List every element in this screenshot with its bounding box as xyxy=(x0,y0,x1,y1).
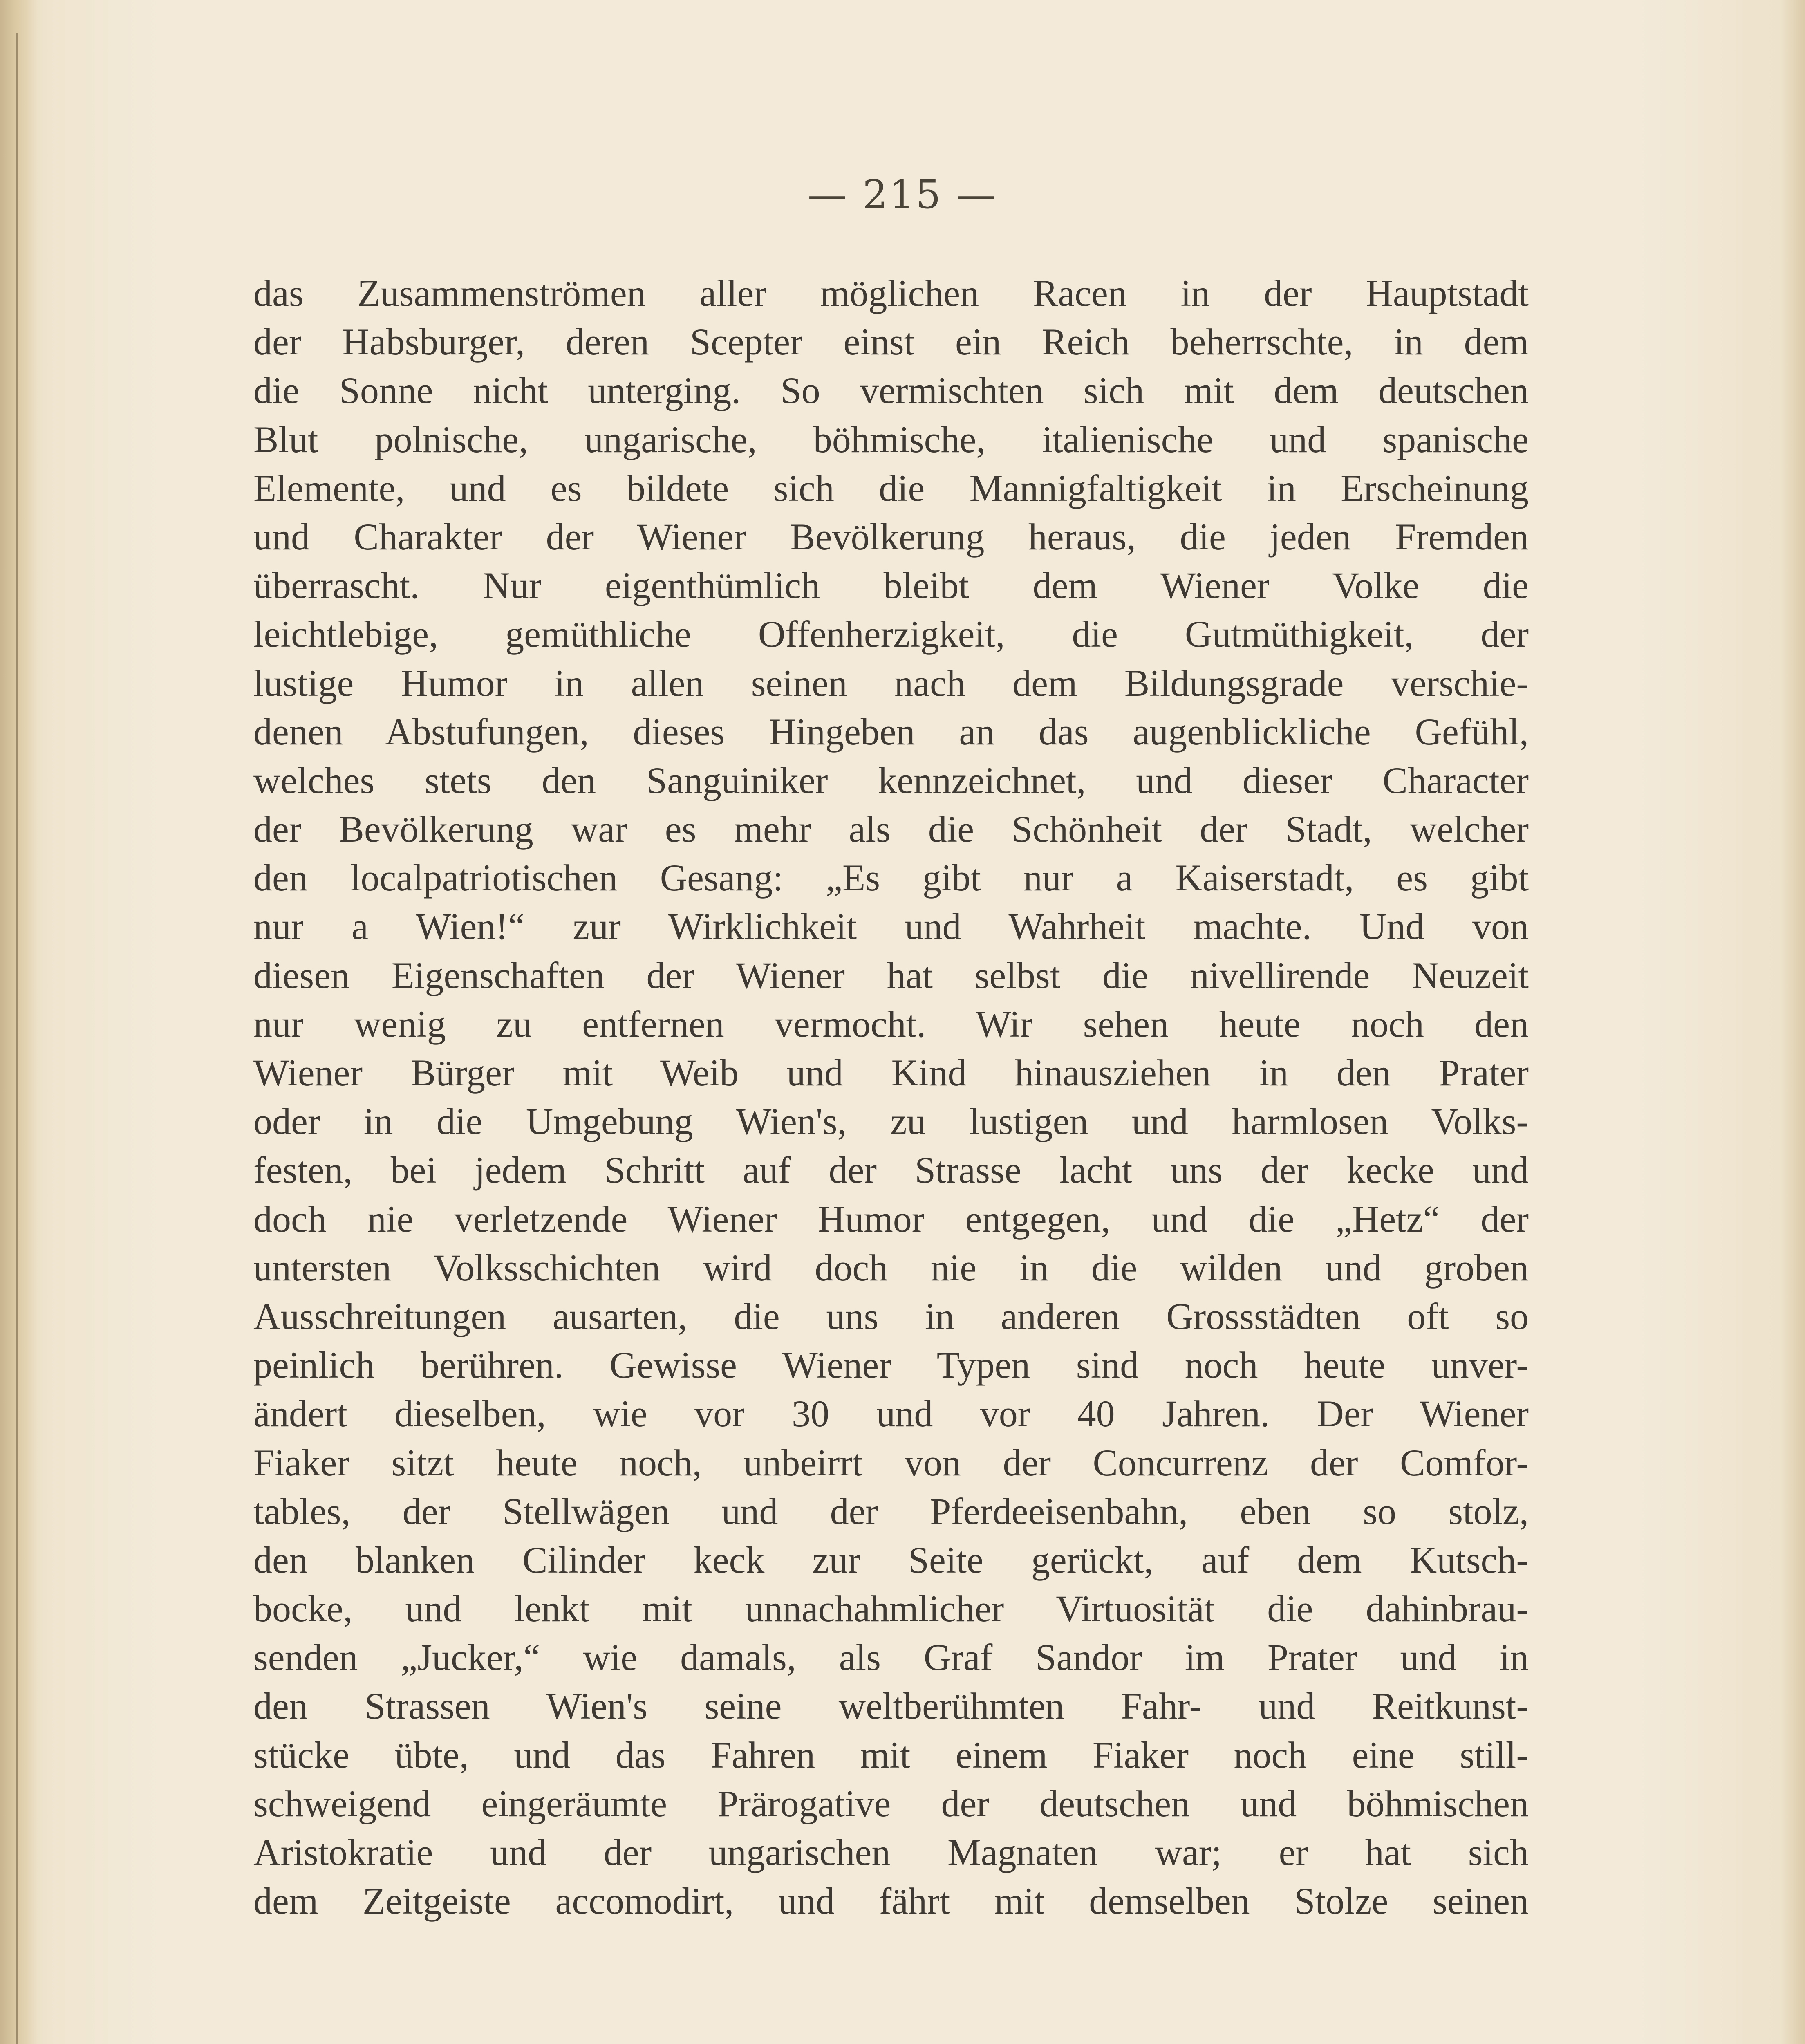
text-line: und Charakter der Wiener Bevölkerung heraus, die jeden Fremden xyxy=(253,515,1529,558)
text-line: bocke, und lenkt mit unnachahmlicher Virtuosität die dahinbrau- xyxy=(253,1588,1529,1630)
text-line: stücke übte, und das Fahren mit einem Fiaker noch eine still- xyxy=(253,1734,1529,1776)
text-line: Blut polnische, ungarische, böhmische, italienische und spanische xyxy=(253,418,1529,460)
body-text xyxy=(253,269,1529,1925)
page-right-edge xyxy=(1780,0,1805,2044)
text-line: ändert dieselben, wie vor 30 und vor 40 Jahren. Der Wiener xyxy=(253,1393,1529,1435)
text-line: den blanken Cilinder keck zur Seite gerückt, auf dem Kutsch- xyxy=(253,1539,1529,1581)
text-line: doch nie verletzende Wiener Humor entgegen, und die „Hetz“ der xyxy=(253,1198,1529,1240)
text-line: überrascht. Nur eigenthümlich bleibt dem Wiener Volke die xyxy=(253,565,1529,607)
text-line: Ausschreitungen ausarten, die uns in anderen Grossstädten oft so xyxy=(253,1295,1529,1337)
text-line: nur wenig zu entfernen vermocht. Wir sehen heute noch den xyxy=(253,1003,1529,1045)
text-line: schweigend eingeräumte Prärogative der deutschen und böhmischen xyxy=(253,1782,1529,1824)
text-line: festen, bei jedem Schritt auf der Strasse lacht uns der kecke und xyxy=(253,1149,1529,1191)
text-line: Aristokratie und der ungarischen Magnaten war; er hat sich xyxy=(253,1831,1529,1873)
text-line: nur a Wien!“ zur Wirklichkeit und Wahrheit machte. Und von xyxy=(253,905,1529,948)
text-line: der Habsburger, deren Scepter einst ein Reich beherrschte, in dem xyxy=(253,321,1529,363)
text-line: diesen Eigenschaften der Wiener hat selbst die nivellirende Neuzeit xyxy=(253,954,1529,996)
text-line: dem Zeitgeiste accomodirt, und fährt mit demselben Stolze seinen xyxy=(253,1880,1529,1922)
binding-line xyxy=(16,33,18,2044)
text-line: Wiener Bürger mit Weib und Kind hinausziehen in den Prater xyxy=(253,1052,1529,1094)
text-line: das Zusammenströmen aller möglichen Racen in der Hauptstadt xyxy=(253,272,1529,314)
text-line: denen Abstufungen, dieses Hingeben an das augenblickliche Gefühl, xyxy=(253,710,1529,753)
page-number: — 215 — xyxy=(807,172,998,217)
text-line: den localpatriotischen Gesang: „Es gibt nur a Kaiserstadt, es gibt xyxy=(253,857,1529,899)
text-line: Fiaker sitzt heute noch, unbeirrt von der Concurrenz der Comfor- xyxy=(253,1441,1529,1484)
text-line: peinlich berühren. Gewisse Wiener Typen sind noch heute unver- xyxy=(253,1344,1529,1386)
text-line: welches stets den Sanguiniker kennzeichnet, und dieser Character xyxy=(253,759,1529,801)
text-line: untersten Volksschichten wird doch nie in die wilden und groben xyxy=(253,1246,1529,1289)
text-line: leichtlebige, gemüthliche Offenherzigkeit, die Gutmüthigkeit, der xyxy=(253,613,1529,655)
text-line: senden „Jucker,“ wie damals, als Graf Sandor im Prater und in xyxy=(253,1636,1529,1679)
binding-shadow xyxy=(0,0,37,2044)
text-line: der Bevölkerung war es mehr als die Schönheit der Stadt, welcher xyxy=(253,808,1529,850)
text-line: die Sonne nicht unterging. So vermischten sich mit dem deutschen xyxy=(253,370,1529,412)
text-line: lustige Humor in allen seinen nach dem Bildungsgrade verschie- xyxy=(253,662,1529,704)
text-line: oder in die Umgebung Wien's, zu lustigen und harmlosen Volks- xyxy=(253,1100,1529,1143)
text-line: tables, der Stellwägen und der Pferdeeisenbahn, eben so stolz, xyxy=(253,1490,1529,1532)
text-line: den Strassen Wien's seine weltberühmten Fahr- und Reitkunst- xyxy=(253,1685,1529,1727)
text-line: Elemente, und es bildete sich die Mannigfaltigkeit in Erscheinung xyxy=(253,467,1529,509)
